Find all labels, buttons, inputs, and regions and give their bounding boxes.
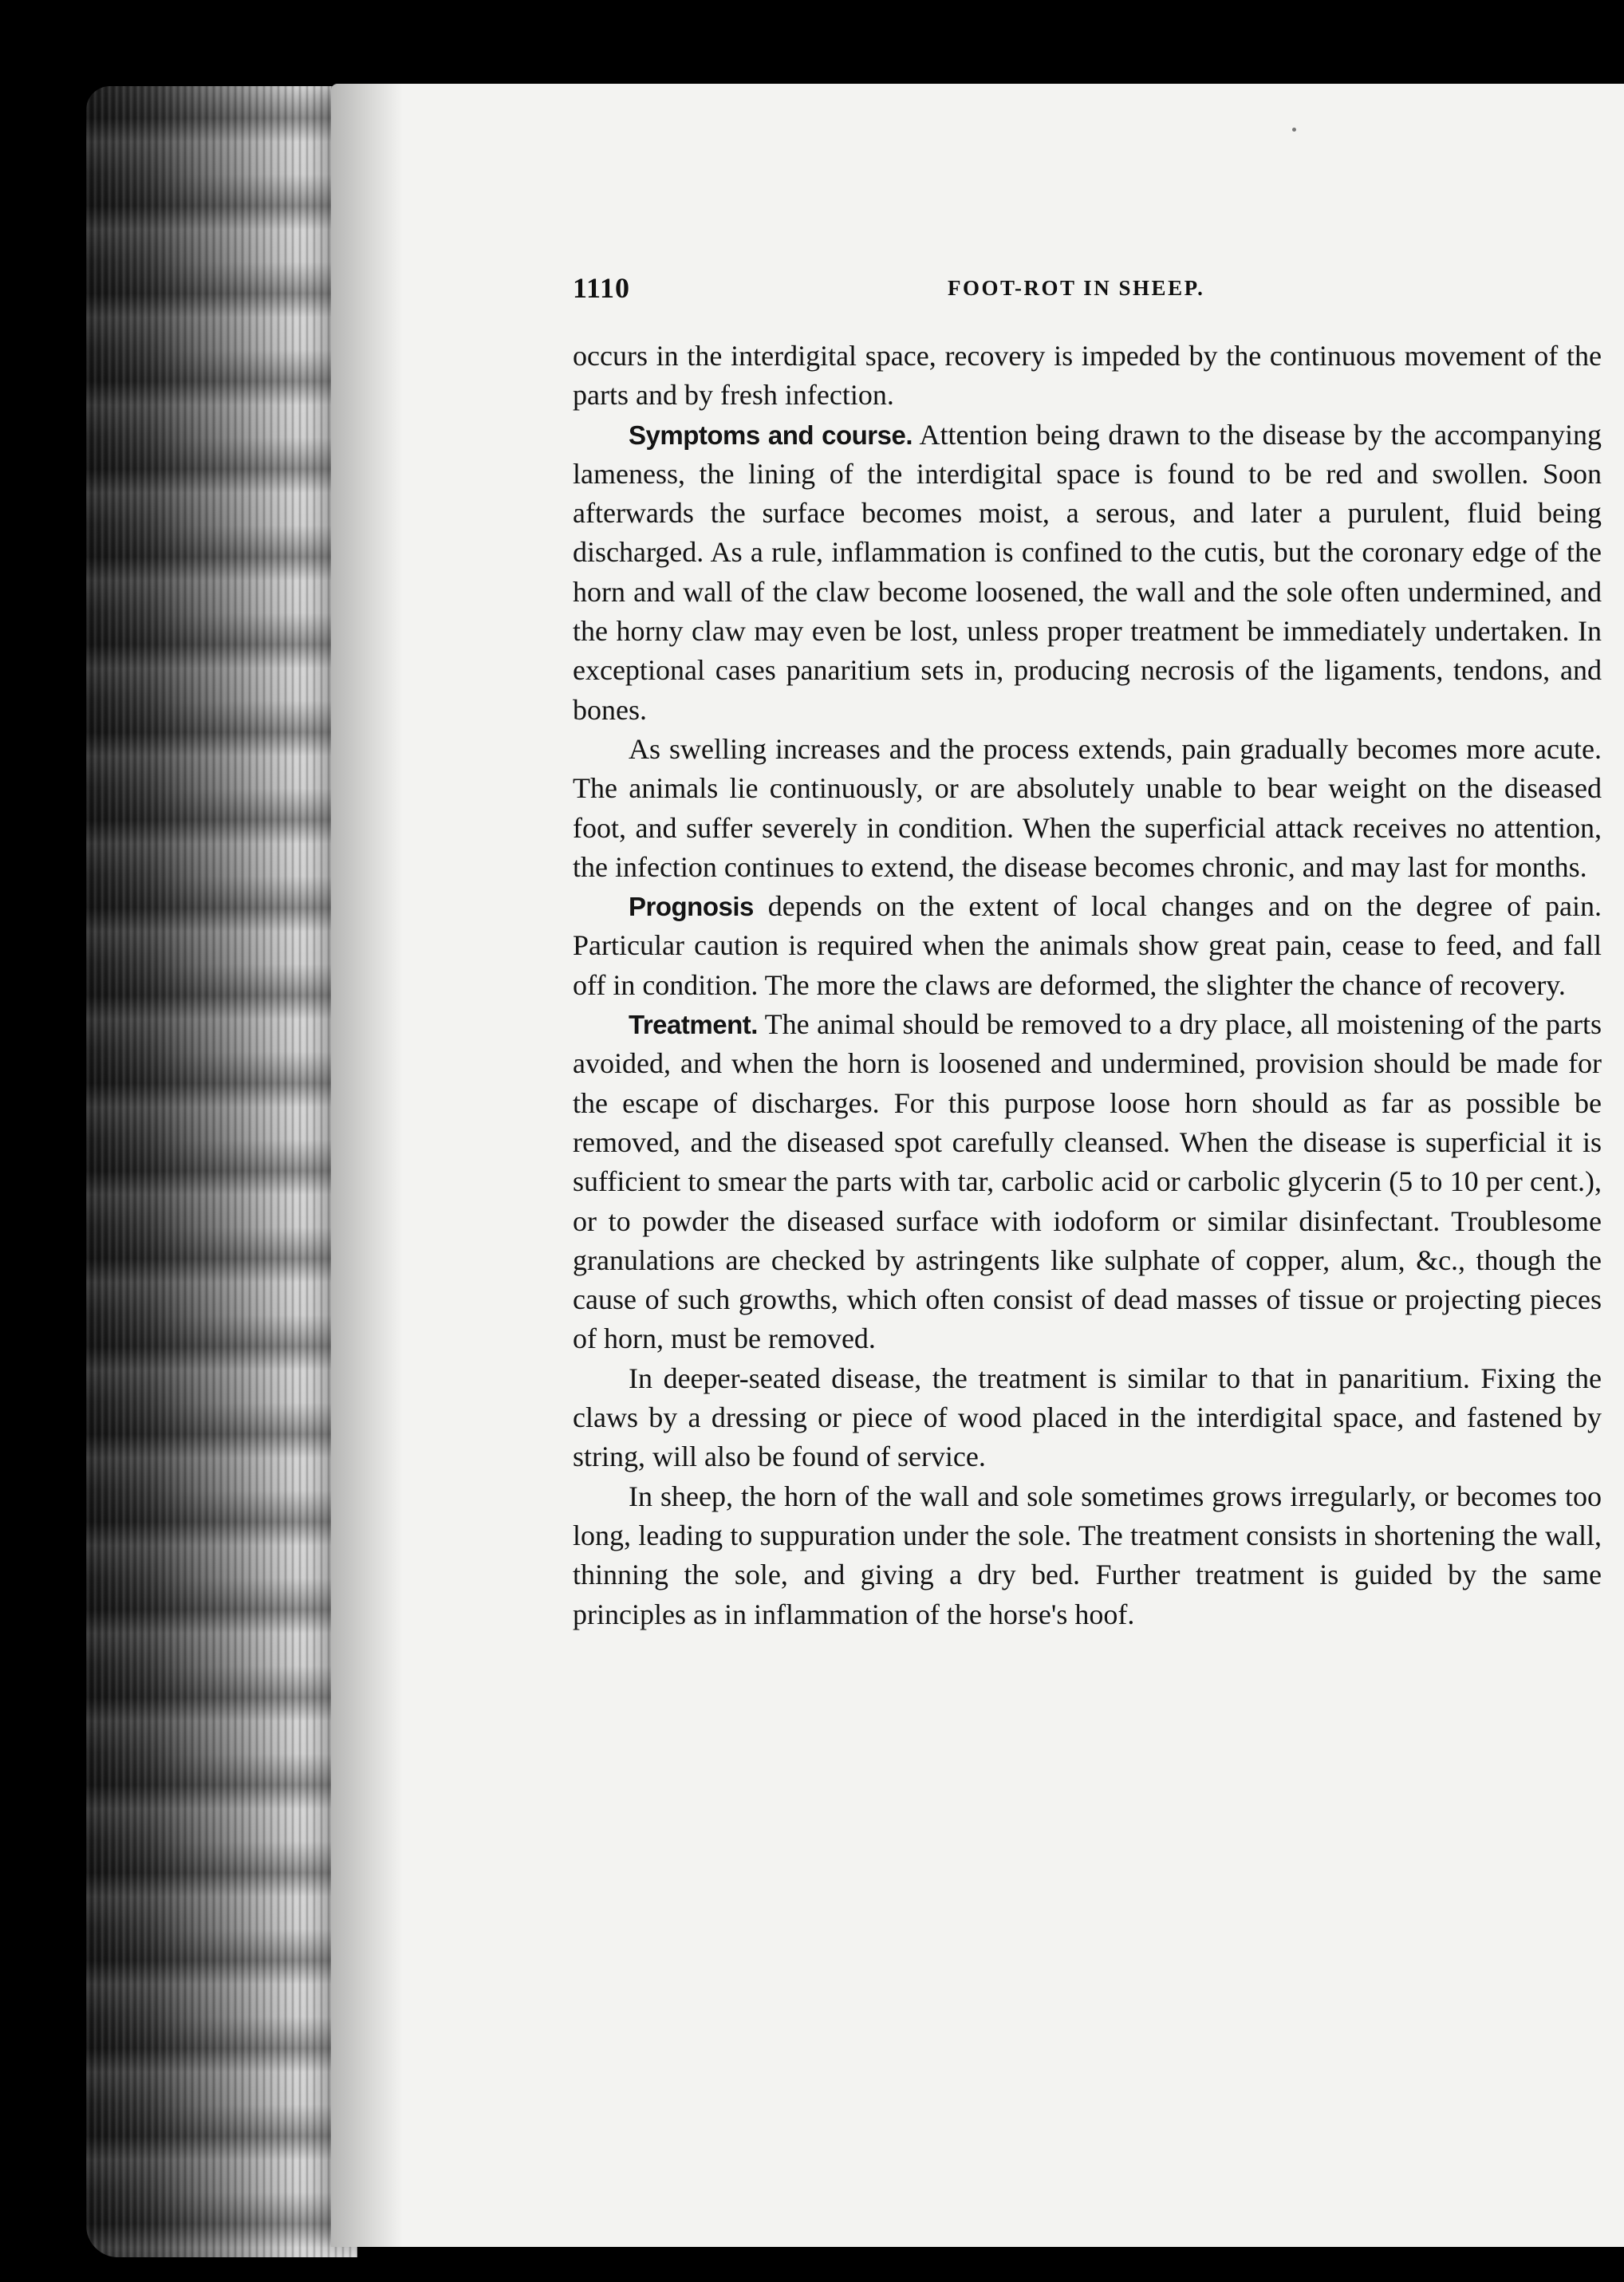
paragraph-text: As swelling increases and the process extends, pain gradually becomes more acute. The animals lie continuously, or are absolutely unable to bear weight on the diseased foot, and suffer severely in condition. When the superficial attack receives no attention, the infection continues to extend, the disease becomes chronic, and may last for months.: [573, 732, 1602, 883]
paragraph-text: depends on the extent of local changes and on the degree of pain. Particular caution is required when the animals show great pain, cease to feed, and fall off in condition. The more the claws are deformed, the slighter the chance of recovery.: [573, 890, 1602, 1001]
body-text: [573, 337, 1602, 1634]
paragraph-prognosis: [573, 887, 1602, 1005]
section-heading-symptoms: Symptoms and course.: [629, 420, 913, 450]
paragraph-text: In sheep, the horn of the wall and sole sometimes grows irregularly, or becomes too long, leading to suppuration under the sole. The treatment consists in shortening the wall, thinning the sole, and giving a dry bed. Further treatment is guided by the same principles as in inflammation of the horse's hoof.: [573, 1480, 1602, 1630]
page-number: 1110: [573, 272, 631, 304]
paragraph-text: The animal should be removed to a dry place, all moistening of the parts avoided, and when the horn is loosened and undermined, provision should be made for the escape of discharges. For this purpose loose horn should as far as possible be removed, and the diseased spot carefully cleansed. When the disease is superficial it is sufficient to smear the parts with tar, carbolic acid or carbolic glycerin (5 to 10 per cent.), or to powder the diseased surface with iodoform or similar disinfectant. Troublesome granulations are checked by astringents like sulphate of copper, alum, &c., though the cause of such growths, which often consist of dead masses of tissue or projecting pieces of horn, must be removed.: [573, 1008, 1602, 1355]
paragraph-text: occurs in the interdigital space, recovery is impeded by the continuous movement of the parts and by fresh infection.: [573, 340, 1602, 412]
dust-speck: [1292, 128, 1296, 132]
paragraph-swelling: [573, 730, 1602, 887]
section-heading-treatment: Treatment.: [629, 1010, 758, 1040]
paragraph-treatment: [573, 1005, 1602, 1359]
running-title: FOOT-ROT IN SHEEP.: [948, 276, 1205, 300]
paragraph-irregular-horn: [573, 1477, 1602, 1634]
paragraph-text: In deeper-seated disease, the treatment is similar to that in panaritium. Fixing the claws by a dressing or piece of wood placed in the interdigital space, and fastened by string, will also be found of service.: [573, 1362, 1602, 1473]
running-head: [573, 271, 1602, 311]
book-page-edges: [86, 86, 357, 2257]
paragraph-text: Attention being drawn to the disease by the accompanying lameness, the lining of the interdigital space is found to be red and swollen. Soon afterwards the surface becomes moist, a serous, and later a purulent, fluid being discharged. As a rule, inflammation is confined to the cutis, but the coronary edge of the horn and wall of the claw become loosened, the wall and the sole often undermined, and the horny claw may even be lost, unless proper treatment be immediately undertaken. In exceptional cases panaritium sets in, producing necrosis of the ligaments, tendons, and bones.: [573, 418, 1602, 726]
paragraph-symptoms: [573, 416, 1602, 730]
paragraph-continuation: [573, 337, 1602, 416]
paragraph-deeper-seated: [573, 1359, 1602, 1477]
section-heading-prognosis: Prognosis: [629, 892, 754, 922]
